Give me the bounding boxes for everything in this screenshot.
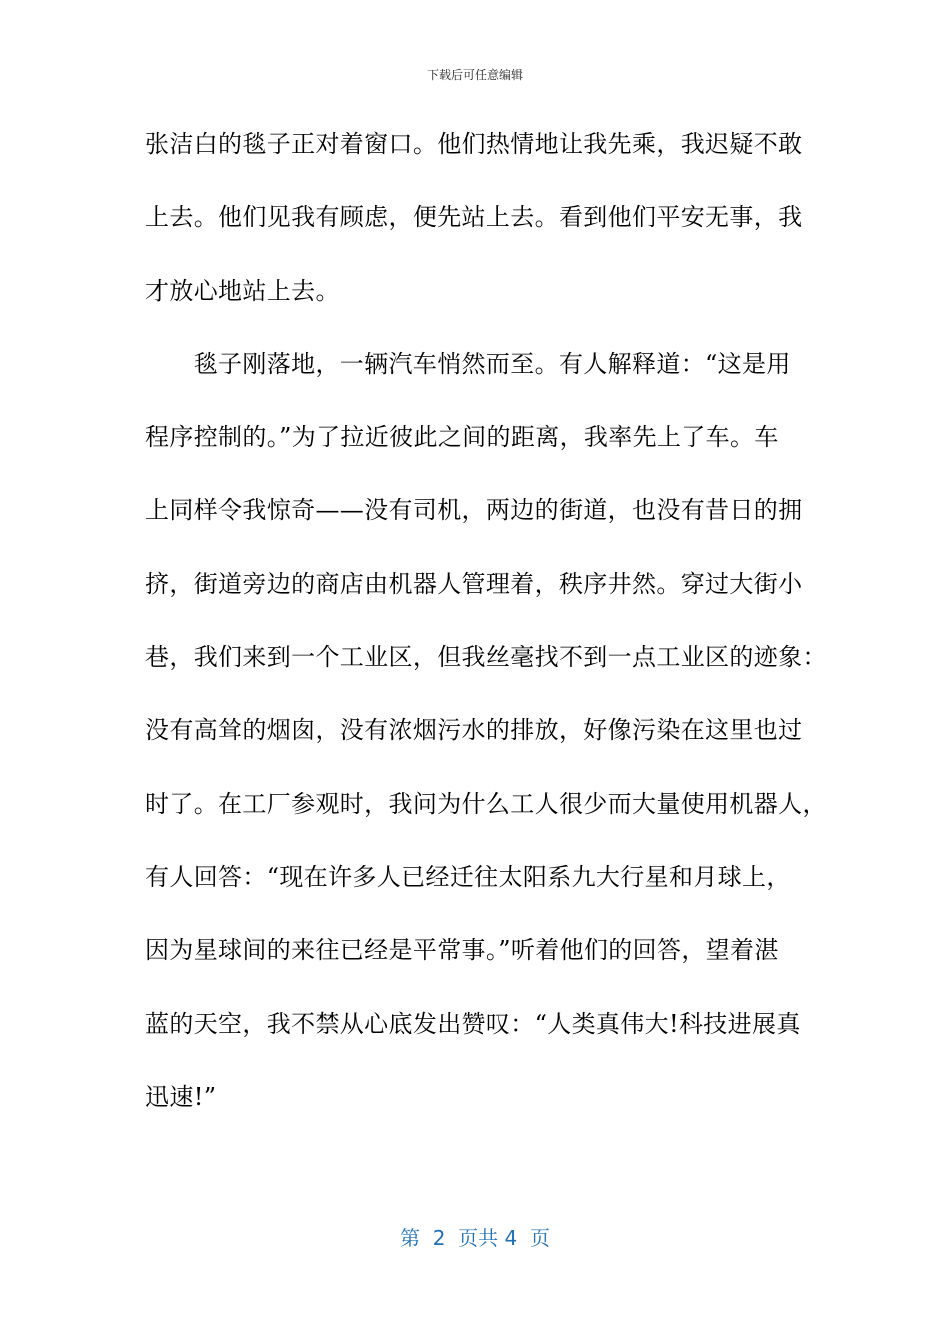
body-line: 才放心地站上去。: [145, 276, 340, 305]
page-footer: 第 2 页共 4 页: [400, 1226, 550, 1250]
body-line: 因为星球间的来往已经是平常事。”听着他们的回答，望着湛: [145, 936, 779, 965]
body-line: 上去。他们见我有顾虑，便先站上去。看到他们平安无事，我: [145, 203, 803, 232]
body-line: 程序控制的。”为了拉近彼此之间的距离，我率先上了车。车: [145, 423, 779, 452]
body-line: 挤，街道旁边的商店由机器人管理着，秩序井然。穿过大街小: [145, 569, 803, 598]
body-line: 张洁白的毯子正对着窗口。他们热情地让我先乘，我迟疑不敢: [145, 130, 803, 158]
body-text: [145, 124, 827, 1150]
body-line: 迅速!”: [145, 1082, 217, 1111]
body-line: 上同样令我惊奇——没有司机，两边的街道，也没有昔日的拥: [145, 496, 803, 525]
body-line: 没有高耸的烟囱，没有浓烟污水的排放，好像污染在这里也过: [145, 716, 803, 745]
body-line: 毯子刚落地，一辆汽车悄然而至。有人解释道：“这是用: [145, 349, 791, 378]
body-line: 蓝的天空，我不禁从心底发出赞叹：“人类真伟大!科技进展真: [145, 1009, 801, 1038]
body-line: 有人回答：“现在许多人已经迁往太阳系九大行星和月球上，: [145, 862, 791, 891]
body-line: 巷，我们来到一个工业区，但我丝毫找不到一点工业区的迹象：: [145, 643, 827, 672]
page-header: 下载后可任意编辑: [426, 68, 523, 82]
body-line: 时了。在工厂参观时，我问为什么工人很少而大量使用机器人，: [145, 789, 827, 818]
